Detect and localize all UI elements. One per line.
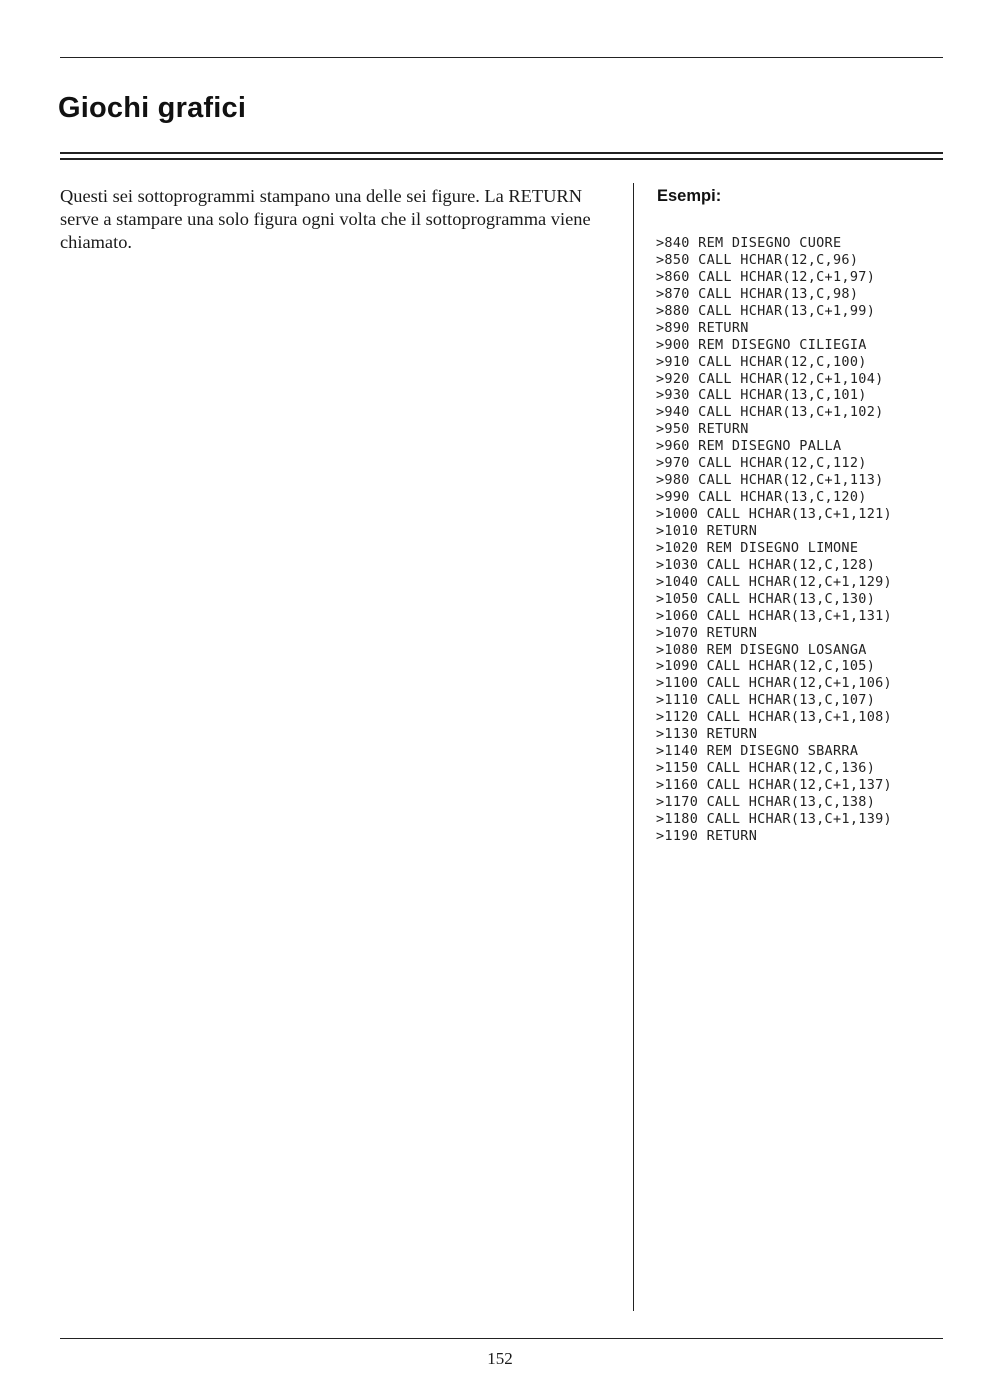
code-line: >990 CALL HCHAR(13,C,120) bbox=[656, 489, 867, 506]
intro-paragraph: Questi sei sottoprogrammi stampano una delle sei figure. La RETURN serve a stampare una solo figura ogni volta che il sottoprogramma viene chiamato. bbox=[60, 186, 591, 252]
code-line: >1100 CALL HCHAR(12,C+1,106) bbox=[656, 675, 892, 692]
code-line: >1150 CALL HCHAR(12,C,136) bbox=[656, 760, 876, 777]
code-line: >930 CALL HCHAR(13,C,101) bbox=[656, 387, 867, 404]
code-line: >850 CALL HCHAR(12,C,96) bbox=[656, 251, 859, 268]
code-line: >960 REM DISEGNO PALLA bbox=[656, 438, 842, 455]
code-line: >1050 CALL HCHAR(13,C,130) bbox=[656, 590, 876, 607]
code-line: >1020 REM DISEGNO LIMONE bbox=[656, 539, 859, 556]
code-line: >920 CALL HCHAR(12,C+1,104) bbox=[656, 370, 884, 387]
code-line: >900 REM DISEGNO CILIEGIA bbox=[656, 336, 867, 353]
code-line: >840 REM DISEGNO CUORE bbox=[656, 235, 842, 251]
code-line: >860 CALL HCHAR(12,C+1,97) bbox=[656, 268, 876, 285]
code-line: >970 CALL HCHAR(12,C,112) bbox=[656, 455, 867, 472]
code-line: >940 CALL HCHAR(13,C+1,102) bbox=[656, 404, 884, 421]
code-line: >1090 CALL HCHAR(12,C,105) bbox=[656, 658, 876, 675]
page-number: 152 bbox=[487, 1349, 513, 1368]
code-line: >1170 CALL HCHAR(13,C,138) bbox=[656, 793, 876, 810]
code-line: >1180 CALL HCHAR(13,C+1,139) bbox=[656, 810, 892, 827]
code-line: >1140 REM DISEGNO SBARRA bbox=[656, 743, 859, 760]
examples-heading: Esempi: bbox=[657, 187, 722, 205]
code-line: >1010 RETURN bbox=[656, 522, 758, 539]
code-line: >1120 CALL HCHAR(13,C+1,108) bbox=[656, 709, 892, 726]
code-line: >1110 CALL HCHAR(13,C,107) bbox=[656, 692, 876, 709]
page-title: Giochi grafici bbox=[58, 92, 247, 124]
code-line: >1040 CALL HCHAR(12,C+1,129) bbox=[656, 573, 892, 590]
top-rule bbox=[60, 57, 943, 58]
title-double-rule bbox=[60, 152, 943, 160]
code-line: >870 CALL HCHAR(13,C,98) bbox=[656, 285, 859, 302]
code-line: >1080 REM DISEGNO LOSANGA bbox=[656, 641, 867, 658]
code-line: >1030 CALL HCHAR(12,C,128) bbox=[656, 556, 876, 573]
column-divider bbox=[633, 183, 634, 1311]
code-line: >1060 CALL HCHAR(13,C+1,131) bbox=[656, 607, 892, 624]
code-line: >1130 RETURN bbox=[656, 726, 758, 743]
code-line: >1070 RETURN bbox=[656, 624, 758, 641]
code-line: >1000 CALL HCHAR(13,C+1,121) bbox=[656, 506, 892, 522]
code-listing bbox=[656, 235, 892, 845]
code-line: >910 CALL HCHAR(12,C,100) bbox=[656, 353, 867, 370]
code-line: >1190 RETURN bbox=[656, 827, 758, 844]
code-line: >950 RETURN bbox=[656, 421, 749, 438]
code-line: >1160 CALL HCHAR(12,C+1,137) bbox=[656, 777, 892, 793]
bottom-rule bbox=[60, 1338, 943, 1339]
code-line: >890 RETURN bbox=[656, 319, 749, 336]
code-line: >880 CALL HCHAR(13,C+1,99) bbox=[656, 302, 876, 319]
code-line: >980 CALL HCHAR(12,C+1,113) bbox=[656, 472, 884, 489]
